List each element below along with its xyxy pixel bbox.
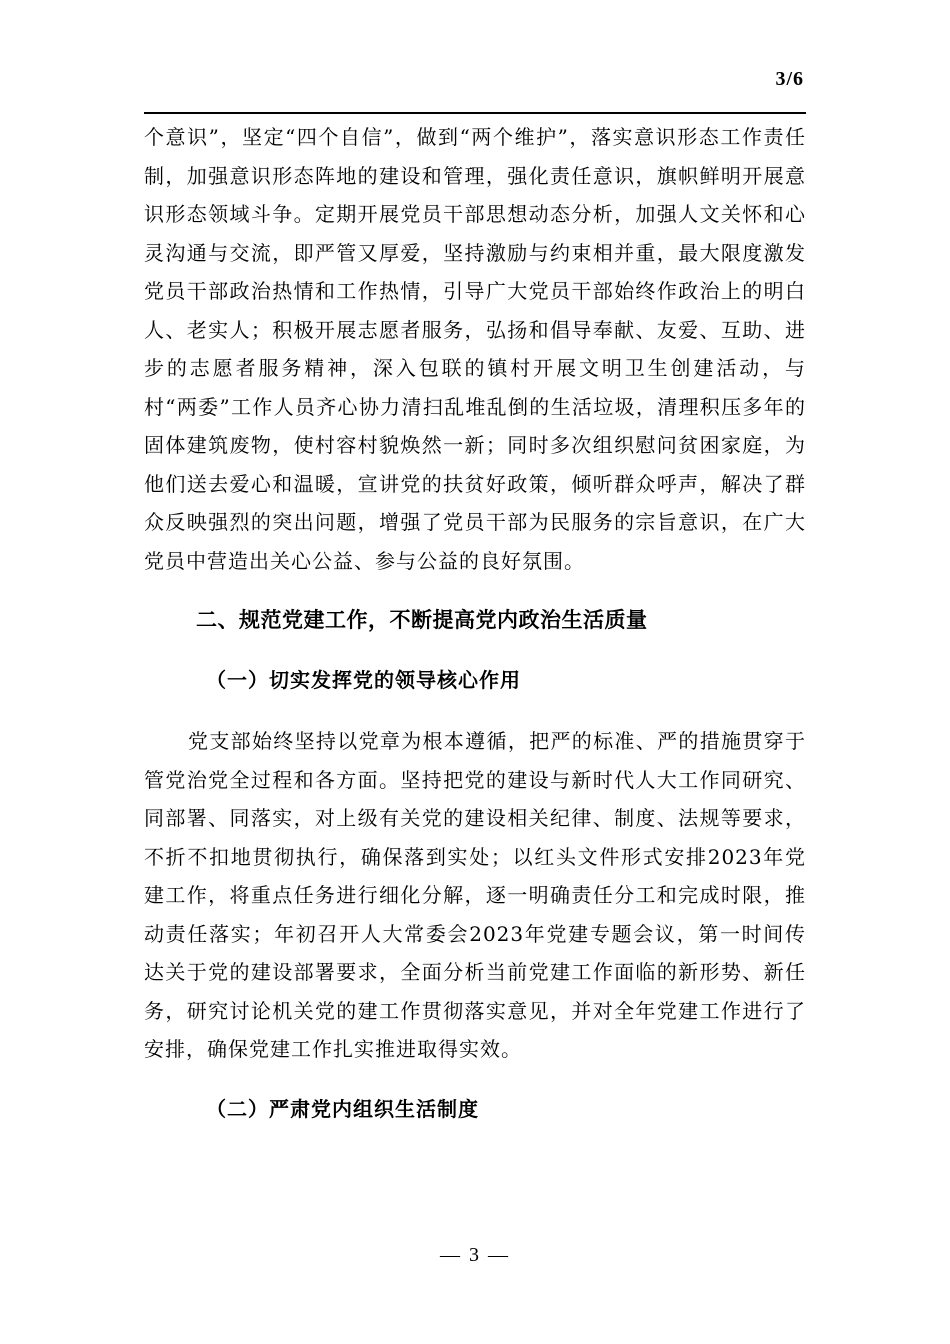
subsection-heading-1: （一）切实发挥党的领导核心作用 (206, 668, 521, 692)
header-rule (144, 112, 806, 114)
paragraph-subsection-1: 党支部始终坚持以党章为根本遵循，把严的标准、严的措施贯穿于管党治党全过程和各方面。坚持把党的建设与新时代人大工作同研究、同部署、同落实，对上级有关党的建设相关纪律、制度、法规等要求，不折不扣地贯彻执行，确保落到实处；以红头文件形式安排2023年党建工作，将重点任务进行细化分解，逐一明确责任分工和完成时限，推动责任落实；年初召开人大常委会2023年党建专题会议，第一时间传达关于党的建设部署要求，全面分析当前党建工作面临的新形势、新任务，研究讨论机关党的建工作贯彻落实意见，并对全年党建工作进行了安排，确保党建工作扎实推进取得实效。 (144, 729, 806, 1061)
subsection-heading-2: （二）严肃党内组织生活制度 (206, 1096, 479, 1121)
paragraph-continued: 个意识”，坚定“四个自信”，做到“两个维护”，落实意识形态工作责任制，加强意识形态阵地的建设和管理，强化责任意识，旗帜鲜明开展意识形态领域斗争。定期开展党员干部思想动态分析，加强人文关怀和心灵沟通与交流，即严管又厚爱，坚持激励与约束相并重，最大限度激发党员干部政治热情和工作热情，引导广大党员干部始终作政治上的明白人、老实人；积极开展志愿者服务，弘扬和倡导奉献、友爱、互助、进步的志愿者服务精神，深入包联的镇村开展文明卫生创建活动，与村“两委”工作人员齐心协力清扫乱堆乱倒的生活垃圾，清理积压多年的固体建筑废物，使村容村貌焕然一新；同时多次组织慰问贫困家庭，为他们送去爱心和温暖，宣讲党的扶贫好政策，倾听群众呼声，解决了群众反映强烈的突出问题，增强了党员干部为民服务的宗旨意识，在广大党员中营造出关心公益、参与公益的良好氛围。 (144, 125, 806, 573)
page-number-footer: — 3 — (440, 1244, 510, 1266)
document-body (144, 118, 806, 1129)
page-counter: 3/6 (775, 68, 804, 90)
section-heading: 二、规范党建工作，不断提高党内政治生活质量 (196, 608, 648, 632)
